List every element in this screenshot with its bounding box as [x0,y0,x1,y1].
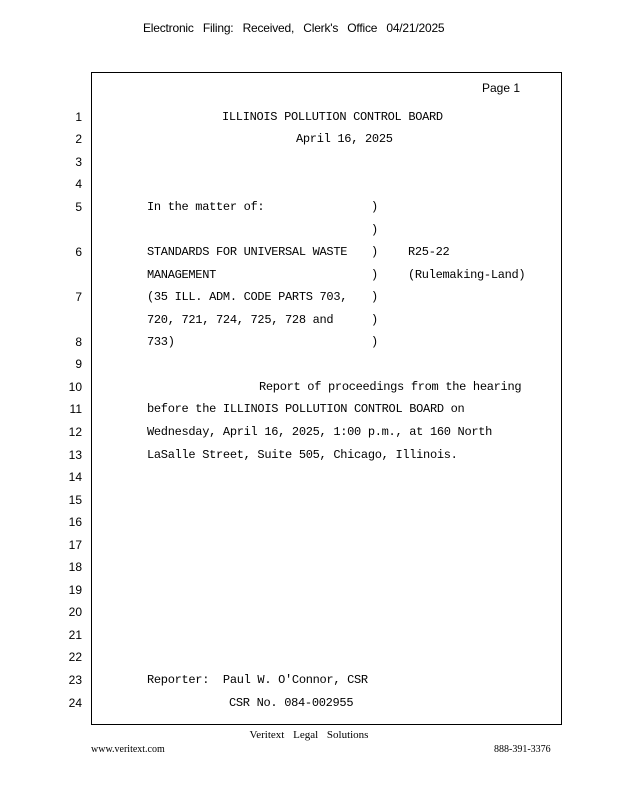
line-number: 19 [68,583,82,597]
line-number: 22 [68,650,82,664]
line-number: 1 [75,110,82,124]
caption-line: 720, 721, 724, 725, 728 and [147,313,334,327]
line-number: 9 [75,357,82,371]
caption-line: MANAGEMENT [147,268,217,282]
caption-paren: ) [371,245,378,259]
caption-line: (35 ILL. ADM. CODE PARTS 703, [147,290,348,304]
page-number: Page 1 [482,81,521,95]
transcript-page-frame [91,72,562,725]
caption-line: STANDARDS FOR UNIVERSAL WASTE [147,245,348,259]
caption-paren: ) [371,335,378,349]
reporter-line: Reporter: Paul W. O'Connor, CSR [147,673,368,687]
line-number: 6 [75,245,82,259]
line-number: 2 [75,132,82,146]
line-number: 3 [75,155,82,169]
line-number: 7 [75,290,82,304]
footer-company: Veritext Legal Solutions [249,729,369,741]
body-line: before the ILLINOIS POLLUTION CONTROL BOARD on [147,402,465,416]
caption-paren: ) [371,200,378,214]
caption-line: 733) [147,335,175,349]
caption-paren: ) [371,313,378,327]
line-number: 17 [68,538,82,552]
line-number: 8 [75,335,82,349]
line-number: 14 [68,470,82,484]
footer-website: www.veritext.com [91,744,165,755]
hearing-date: April 16, 2025 [296,132,393,146]
line-number: 11 [69,402,82,416]
line-number: 5 [75,200,82,214]
case-type: (Rulemaking-Land) [408,268,526,282]
line-number: 4 [75,177,82,191]
line-number: 24 [68,696,82,710]
body-line: Wednesday, April 16, 2025, 1:00 p.m., at 160 North [147,425,493,439]
caption-line: In the matter of: [147,200,265,214]
body-line: Report of proceedings from the hearing [259,380,522,394]
line-number: 23 [68,673,82,687]
filing-stamp: Electronic Filing: Received, Clerk's Office 04/21/2025 [143,21,445,35]
line-number: 18 [68,560,82,574]
body-line: LaSalle Street, Suite 505, Chicago, Illinois. [147,448,458,462]
caption-paren: ) [371,223,378,237]
caption-paren: ) [371,290,378,304]
line-number: 12 [68,425,82,439]
case-number: R25-22 [408,245,450,259]
footer-phone: 888-391-3376 [494,744,551,755]
line-number: 21 [68,628,82,642]
csr-number: CSR No. 084-002955 [229,696,354,710]
line-number: 15 [68,493,82,507]
caption-paren: ) [371,268,378,282]
line-number: 16 [68,515,82,529]
line-number: 10 [68,380,82,394]
board-title: ILLINOIS POLLUTION CONTROL BOARD [222,110,443,124]
line-number: 20 [68,605,82,619]
line-number: 13 [68,448,82,462]
